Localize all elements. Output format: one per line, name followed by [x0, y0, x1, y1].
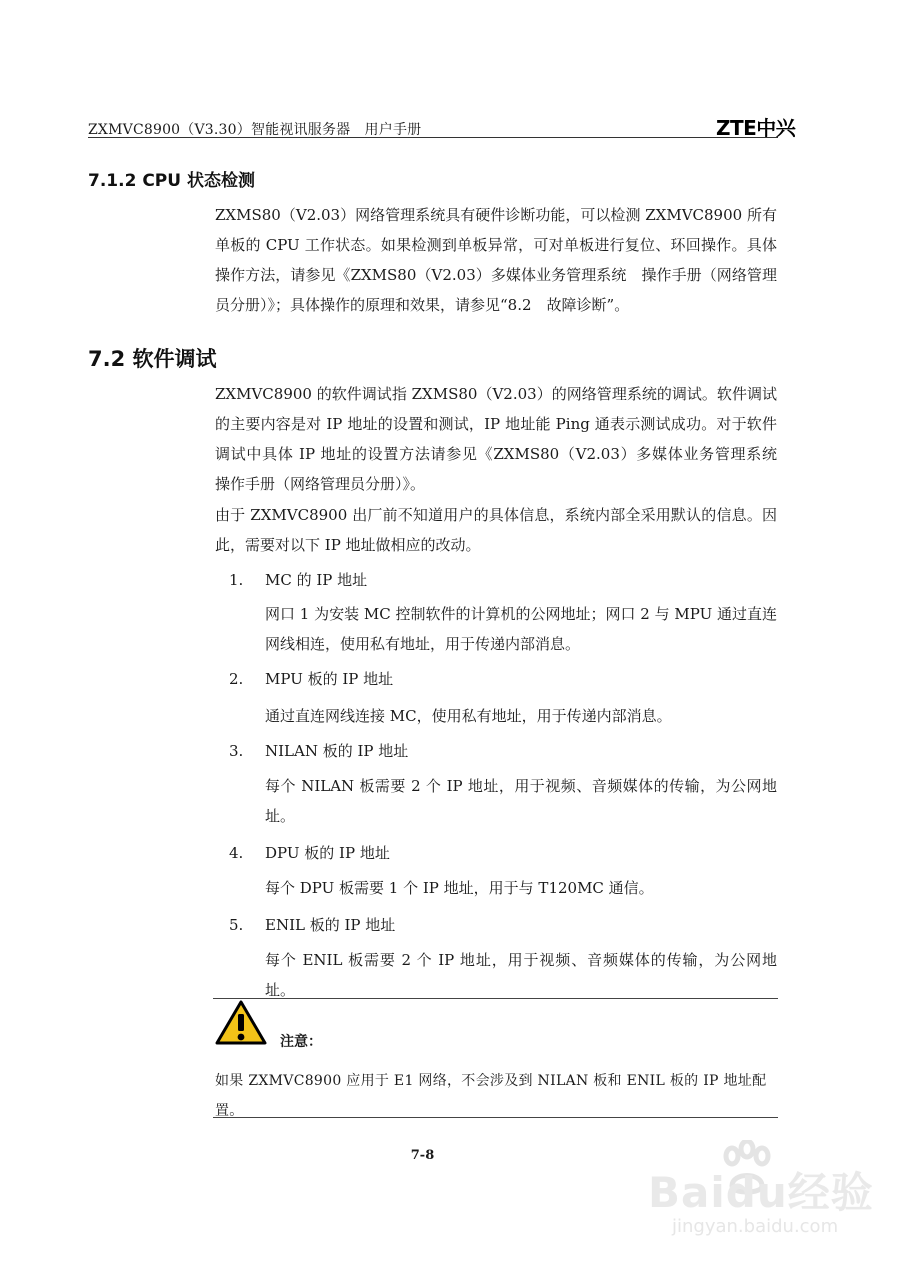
software-paragraph-1: ZXMVC8900 的软件调试指 ZXMS80（V2.03）的网络管理系统的调试。软件调试的主要内容是对 IP 地址的设置和测试，IP 地址能 Ping 通表示测试成功。对于软件调试中具体 IP 地址的设置方法请参见《ZXMS80（V2.03）多媒体业务管理系统 操作手册（网络管理员分册）》。	[215, 385, 793, 493]
list-item-title	[229, 737, 408, 765]
note-label: 注意：	[280, 1034, 322, 1050]
list-item-number: 1.	[229, 571, 244, 589]
section-heading-software: 7.2 软件调试	[88, 347, 217, 371]
cpu-paragraph: ZXMS80（V2.03）网络管理系统具有硬件诊断功能，可以检测 ZXMVC8900 所有单板的 CPU 工作状态。如果检测到单板异常，可对单板进行复位、环回操作。具体操作方法，请参见《ZXMS80（V2.03）多媒体业务管理系统 操作手册（网络管理员分册）》；具体操作的原理和效果，请参见“8.2 故障诊断”。	[215, 206, 777, 314]
note-bottom-divider	[213, 1117, 778, 1118]
list-item-number: 5.	[229, 916, 244, 934]
watermark-brand: Baidu经验	[648, 1168, 874, 1217]
software-paragraph-2: 由于 ZXMVC8900 出厂前不知道用户的具体信息，系统内部全采用默认的信息。因此，需要对以下 IP 地址做相应的改动。	[215, 506, 777, 554]
note-text: 如果 ZXMVC8900 应用于 E1 网络，不会涉及到 NILAN 板和 ENIL 板的 IP 地址配置。	[215, 1073, 767, 1119]
list-item-description: 每个 ENIL 板需要 2 个 IP 地址，用于视频、音频媒体的传输，为公网地址。	[265, 951, 777, 999]
list-item-description: 网口 1 为安装 MC 控制软件的计算机的公网地址；网口 2 与 MPU 通过直连网线相连，使用私有地址，用于传递内部消息。	[265, 605, 777, 653]
list-item-label: MC 的 IP 地址	[265, 571, 368, 589]
list-item-title	[229, 665, 393, 693]
list-item-title	[229, 911, 395, 939]
section-heading-cpu: 7.1.2 CPU 状态检测	[88, 171, 255, 191]
list-item-label: NILAN 板的 IP 地址	[265, 742, 409, 760]
list-item-description: 每个 DPU 板需要 1 个 IP 地址，用于与 T120MC 通信。	[265, 879, 654, 897]
header-title: ZXMVC8900（V3.30）智能视讯服务器 用户手册	[88, 122, 422, 138]
list-item-number: 3.	[229, 742, 244, 760]
list-item-label: DPU 板的 IP 地址	[265, 844, 390, 862]
warning-icon	[215, 1000, 267, 1046]
zte-logo: ZTE中兴	[716, 116, 796, 140]
list-item-description: 每个 NILAN 板需要 2 个 IP 地址，用于视频、音频媒体的传输，为公网地址。	[265, 777, 777, 825]
list-item-number: 2.	[229, 670, 244, 688]
page-number: 7-8	[410, 1148, 435, 1163]
list-item-label: MPU 板的 IP 地址	[265, 670, 394, 688]
list-item-description: 通过直连网线连接 MC，使用私有地址，用于传递内部消息。	[265, 707, 672, 725]
watermark-url: jingyan.baidu.com	[672, 1216, 839, 1237]
note-top-divider	[213, 998, 778, 999]
list-item-title	[229, 566, 367, 594]
list-item-label: ENIL 板的 IP 地址	[265, 916, 396, 934]
list-item-number: 4.	[229, 844, 244, 862]
list-item-title	[229, 839, 390, 867]
header-divider	[88, 137, 778, 138]
